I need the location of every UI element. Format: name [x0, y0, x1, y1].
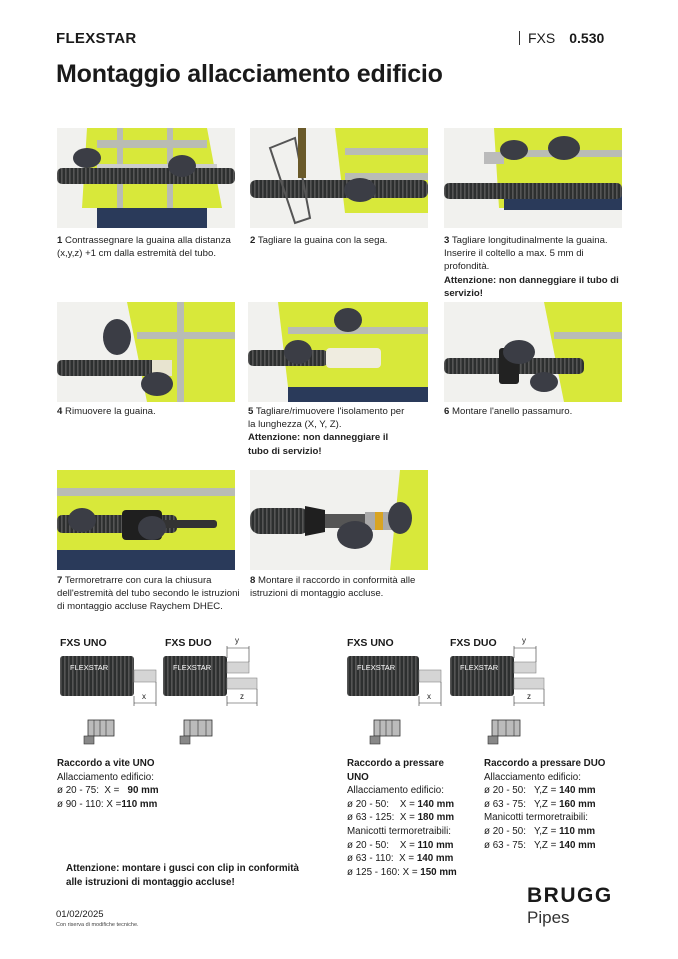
pipe-label: FLEXSTAR [70, 663, 109, 672]
document-number: 0.530 [569, 30, 605, 46]
step-4-number: 4 [57, 406, 63, 417]
step-7-photo [57, 470, 235, 570]
spec-row: ø 90 - 110: X =110 mm [57, 798, 158, 810]
step-6-caption [444, 405, 624, 418]
document-code [519, 30, 604, 46]
spec-pressare-uno-title: Raccordo a pressare [347, 758, 444, 769]
spec-row: ø 63 - 125: X = 180 mm [347, 812, 455, 824]
spec-pressare-uno [347, 757, 477, 879]
step-8-text: Montare il raccordo in conformità alle istruzioni di montaggio accluse. [250, 575, 416, 600]
pipe-label: FLEXSTAR [357, 663, 396, 672]
diagram-right-uno-label: FXS UNO [347, 637, 394, 649]
spec-pressare-duo-sub: Allacciamento edificio: [484, 771, 581, 783]
step-3-photo [444, 128, 622, 228]
spec-pressare-duo-sub-2: Manicotti termoretraibili: [484, 812, 588, 824]
dim-x-label: x [142, 692, 146, 701]
step-8-photo [250, 470, 428, 570]
fitting-vite-uno-icon [82, 716, 122, 746]
step-7-number: 7 [57, 575, 63, 586]
step-2-number: 2 [250, 235, 256, 246]
step-8-number: 8 [250, 575, 256, 586]
dim-z-label: z [240, 692, 244, 701]
step-5-number: 5 [248, 406, 254, 417]
spec-pressare-uno-sub: Allacciamento edificio: [347, 785, 444, 797]
fitting-press-uno-icon [368, 716, 408, 746]
diagram-left-uno-label: FXS UNO [60, 637, 107, 649]
dim-y-label: y [235, 636, 239, 645]
pipe-diagram-right-uno [347, 652, 447, 707]
spec-row: ø 125 - 160: X = 150 mm [347, 866, 457, 878]
step-3-warning: Attenzione: non danneggiare il tubo di servizio! [444, 274, 619, 299]
spec-row: ø 20 - 50: X = 140 mm [347, 798, 455, 810]
step-6-photo [444, 302, 622, 402]
step-7-caption [57, 574, 247, 614]
diagram-left-duo-label: FXS DUO [165, 637, 212, 649]
step-5-caption [248, 405, 408, 458]
step-1-text: Contrassegnare la guaina alla distanza (x,y,z) +1 cm dalla estremità del tubo. [57, 235, 231, 260]
header-divider [519, 31, 520, 45]
spec-vite-uno-sub: Allacciamento edificio: [57, 771, 154, 783]
step-5-text: Tagliare/rimuovere l'isolamento per la lunghezza (X, Y, Z). [248, 406, 405, 431]
spec-row: ø 20 - 50: Y,Z = 110 mm [484, 825, 596, 837]
attention-line-1: Attenzione: montare i gusci con clip in conformità [66, 863, 299, 874]
brand-name: FLEXSTAR [56, 30, 137, 47]
step-6-number: 6 [444, 406, 450, 417]
attention-line-2: alle istruzioni di montaggio accluse! [66, 877, 235, 888]
disclaimer: Con riserva di modifiche tecniche. [56, 922, 139, 928]
spec-vite-uno [57, 757, 257, 811]
spec-row: ø 20 - 50: X = 110 mm [347, 839, 454, 851]
document-date: 01/02/2025 [56, 909, 104, 920]
dim-x-label: x [427, 692, 431, 701]
pipe-label: FLEXSTAR [460, 663, 499, 672]
series-code: FXS [528, 30, 556, 46]
spec-row: ø 20 - 50: Y,Z = 140 mm [484, 785, 596, 797]
spec-row: ø 63 - 75: Y,Z = 160 mm [484, 798, 596, 810]
step-2-photo [250, 128, 428, 228]
fitting-vite-duo-icon [178, 716, 218, 746]
dim-y-label: y [522, 636, 526, 645]
step-1-number: 1 [57, 235, 63, 246]
step-2-caption [250, 234, 430, 247]
step-6-text: Montare l'anello passamuro. [452, 406, 573, 417]
spec-vite-uno-title: Raccordo a vite UNO [57, 758, 155, 769]
pipe-label: FLEXSTAR [173, 663, 212, 672]
step-1-photo [57, 128, 235, 228]
step-7-text: Termoretrarre con cura la chiusura dell'estremità del tubo secondo le istruzioni di montaggio accluse Raychem DHEC. [57, 575, 240, 613]
step-3-text: Tagliare longitudinalmente la guaina. Inserire il coltello a max. 5 mm di profondità. [444, 235, 608, 273]
step-8-caption [250, 574, 435, 600]
brugg-logo: BRUGG [527, 884, 613, 907]
step-1-caption [57, 234, 237, 260]
step-5-warning: Attenzione: non danneggiare il tubo di servizio! [248, 432, 389, 457]
step-3-caption [444, 234, 624, 300]
step-2-text: Tagliare la guaina con la sega. [257, 235, 388, 246]
attention-note [66, 862, 299, 890]
step-4-photo [57, 302, 235, 402]
brugg-logo-sub: Pipes [527, 908, 570, 927]
fitting-press-duo-icon [486, 716, 526, 746]
step-4-text: Rimuovere la guaina. [65, 406, 156, 417]
spec-pressare-duo-title: Raccordo a pressare DUO [484, 758, 606, 769]
pipe-diagram-left-uno [60, 652, 160, 707]
step-4-caption [57, 405, 237, 418]
dim-z-label: z [527, 692, 531, 701]
page-title: Montaggio allacciamento edificio [56, 60, 443, 88]
step-5-photo [248, 302, 428, 402]
step-3-number: 3 [444, 235, 450, 246]
diagram-right-duo-label: FXS DUO [450, 637, 497, 649]
spec-row: ø 63 - 75: Y,Z = 140 mm [484, 839, 596, 851]
spec-row: ø 20 - 75: X = 90 mm [57, 785, 159, 797]
spec-pressare-uno-title-2: UNO [347, 771, 369, 783]
spec-row: ø 63 - 110: X = 140 mm [347, 853, 454, 865]
spec-pressare-uno-sub-2: Manicotti termoretraibili: [347, 825, 451, 837]
spec-pressare-duo [484, 757, 624, 852]
